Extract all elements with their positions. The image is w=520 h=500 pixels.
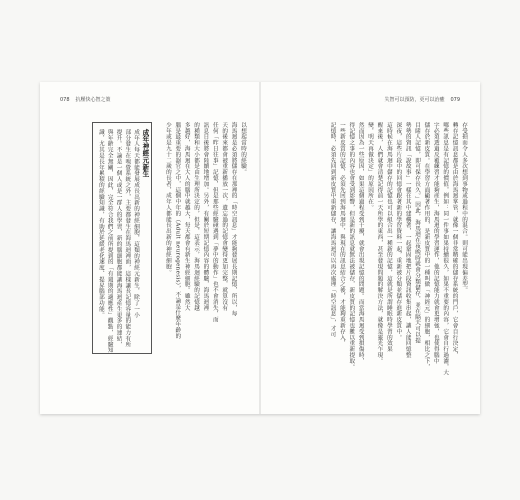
text-column: 醒來後，人們就會清楚記得前一天所學的東西，甚至發現問題的解決方法，就像是靈光乍現。 — [376, 122, 383, 364]
text-column: 深夜，這些片段中的回憶會跟著新的學習資料一起，重新被分類並儲存進新皮質中。 — [395, 122, 402, 341]
text-column: 記憶時，必須先回到新皮質中重新儲存，讓海馬迴可以再次處理「時空訊息」，才可 — [329, 122, 336, 338]
text-column: 轉存記憶訊息都是由於海馬迴掌管，就像一個非常精確的儲存系統的門戶，它會自行決定， — [451, 122, 458, 358]
left-page-body — [54, 122, 245, 354]
right-page — [261, 82, 480, 414]
text-column: 這時候在海馬迴中儲存的記憶也可以組合出一種新的記憶，這就是所謂睡眠時學習的效果 — [385, 122, 392, 353]
text-column: 任何「昨日往事」記憶，但是那些經驗碰遇到「夢中的動作」也不會消失，而 — [211, 122, 218, 323]
text-column: 訊息日後將會陸續地增加。另外，有關於短期記憶內容的體驗，海馬迴裡 — [202, 122, 209, 311]
text-column: 字必須透過反覆練習才能夠產生，海馬迴的學習運作，他的記憶能力就會更增強，也使得腦中 — [432, 122, 439, 364]
text-column: 勢勢的資訊「說故事」一樣在其中建構著，一起鞏固地把片段資訊收集串起，讓人能回憶整 — [404, 122, 411, 358]
text-column: 天的後來都會被重新播放一次，遺忘過的記憶會變得更加完整，就算沒有 — [221, 122, 228, 311]
sidebar-text-column: 與年齡完全無關，因此，完全符合我們之前所提到的「有週期的適應性」觀點，經驗知 — [106, 129, 113, 354]
text-column: 海馬迴是必須將儲存在那裡的「時空訊息」才能夠發展長期記憶，所以，每 — [230, 122, 237, 317]
left-running-title: 抗壓快心智之策 — [75, 97, 111, 103]
right-page-header — [384, 96, 466, 103]
right-page-number: 079 — [450, 97, 460, 103]
text-column: 一些新皮質的記憶，必須先回到海馬迴中，與現在的訊息結合之後，才能夠重新存入， — [338, 122, 345, 347]
left-page-number: 078 — [60, 97, 70, 103]
sidebar-text-column: 成年人每天都能發展成長出新的神經細胞，這類的神經元新生，除了一小 — [133, 129, 140, 318]
text-column: 腦是最重要的器官之中，這個中年的（Adult neurogenesis），不論是什麼年齡的 — [174, 122, 181, 339]
text-column: 存受損而令人多次想到事物或過程中的混合。則可能出現偏差型。 — [461, 122, 467, 294]
sidebar-heading: 成年神經元新生 — [140, 129, 149, 178]
sidebar-text-column: 提升。不論是一個人或是一群人的學習，新的腦細胞都能讓海馬迴產生更多的連結， — [115, 129, 122, 348]
sidebar-text-column: 部分發生在嗅覺系統之外，主要都發生在海馬迴裡面，這樣讓長記憶容量的能力有所 — [124, 129, 131, 348]
right-page-body — [275, 122, 467, 376]
left-page — [40, 82, 259, 414]
open-book-spread — [40, 82, 480, 414]
right-running-title: 失智可以預防，更可以治癒 — [384, 97, 445, 103]
text-column: 多越好，海馬迴在大人的腦中就越大，每天都會有新生神經細胞。雖然大 — [183, 122, 190, 311]
text-column: 然而因為一些原因，如果這個過程受到干擾，就會出現記憶的問題。而當海馬迴受到損傷時， — [357, 122, 364, 364]
text-column: 儲存於新皮質。在學習方面顯著作用的，是新皮質中的一種叫做「神經元」的細胞，相比之下， — [423, 122, 430, 370]
sidebar-text-column: 識，尤其是長年累積的經驗知識，有助於延緩老化速度、提昇腦部功能。 — [97, 129, 104, 318]
text-column: 得記憶之事的內容也會受到影響，但是新的訊息就無法被儲存，新皮質的記憶也難以重新提取。 — [348, 122, 355, 370]
column-gap — [155, 122, 160, 354]
text-column: 少年或是九十二歲的長者，成年人都能長出新的神經細胞。 — [164, 122, 171, 276]
text-column: 變，明天再做決定」的原因所在。 — [367, 122, 374, 211]
text-column: 的種類和大小都是由生理所決定的，但是，這表示，海馬迴經驗的記憶越 — [193, 122, 200, 311]
text-column: 哪些訊息是有記憶的價值，例如：同一件事如果持續很久，如果不重要的內容，它會自行過濾，大 — [442, 122, 449, 376]
text-column: 以想起當時的經驗。 — [240, 122, 246, 176]
left-page-header — [54, 96, 111, 103]
sidebar-box — [92, 122, 152, 354]
text-column: 目睹人記憶，即可保存長久。」因此，海馬迴在夜晚時就會分類儲存，並在隔天可以提 — [414, 122, 421, 344]
